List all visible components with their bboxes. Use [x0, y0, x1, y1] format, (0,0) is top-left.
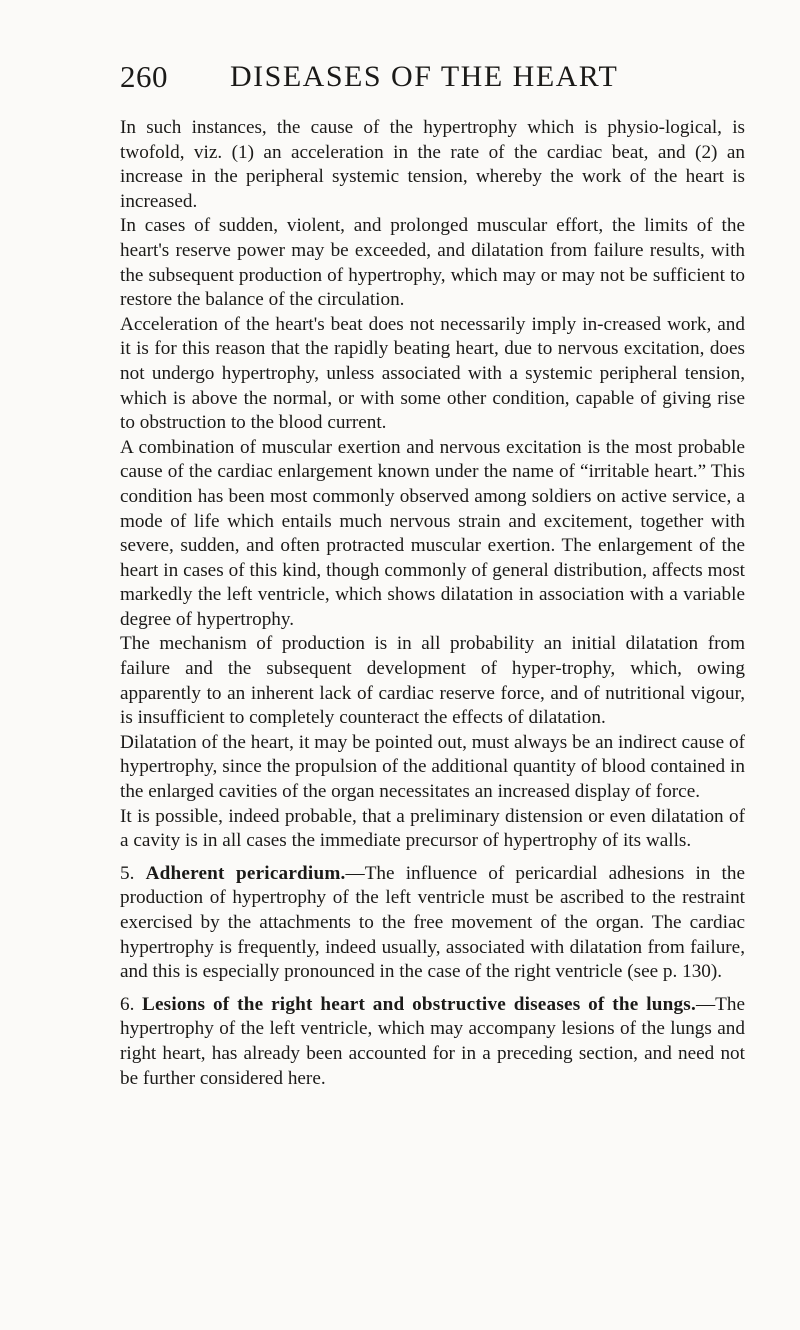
page-number: 260: [120, 59, 168, 94]
running-head: [120, 56, 740, 98]
section-lesions-right-heart: [120, 993, 745, 1091]
section-number: 6.: [120, 993, 135, 1015]
section-number: 5.: [120, 862, 135, 884]
section-adherent-pericardium: [120, 862, 745, 985]
paragraph-mechanism: The mechanism of production is in all probability an initial dilatation from failure and the subsequent development of hyper-trophy, which, owing apparently to an inherent lack of cardiac reserve force, and of nutritional vigour, is insufficient to completely counteract the effects of dilatation.: [120, 633, 745, 729]
paragraph-preliminary-distension: It is possible, indeed probable, that a preliminary distension or even dilatation of a cavity is in all cases the immediate precursor of hypertrophy of its walls.: [120, 805, 745, 852]
paragraph-hypertrophy-cause: In such instances, the cause of the hypertrophy which is physio-logical, is twofold, viz. (1) an acceleration in the rate of the cardiac beat, and (2) an increase in the peripheral systemic tension, whereby the work of the heart is increased.: [120, 117, 745, 212]
running-title: DISEASES OF THE HEART: [230, 60, 619, 93]
section-text: —The influence of pericardial adhesions in the production of hypertrophy of the left ventricle must be ascribed to the restraint exercised by the attachments to the free movement of the organ. The cardiac hypertrophy is frequently, indeed usually, associated with dilatation from failure, and this is especially pronounced in the case of the right ventricle (see p. 130).: [120, 862, 745, 983]
paragraph-acceleration: Acceleration of the heart's beat does not necessarily imply in-creased work, and it is for this reason that the rapidly beating heart, due to nervous excitation, does not undergo hypertrophy, unless associated with a systemic peripheral tension, which is above the normal, or with some other condition, capable of giving rise to obstruction to the blood current.: [120, 313, 745, 434]
section-text: —The hypertrophy of the left ventricle, which may accompany lesions of the lungs and right heart, has already been accounted for in a preceding section, and need not be further considered here.: [120, 993, 746, 1089]
paragraph-irritable-heart: A combination of muscular exertion and nervous excitation is the most probable cause of the cardiac enlargement known under the name of “irritable heart.” This condition has been most commonly observed among soldiers on active service, a mode of life which entails much nervous strain and excitement, together with severe, sudden, and often protracted muscular exertion. The enlargement of the heart in cases of this kind, though commonly of general distribution, affects most markedly the left ventricle, which shows dilatation in association with a variable degree of hypertrophy.: [120, 436, 745, 630]
body-text: [120, 116, 745, 1091]
paragraph-dilatation: Dilatation of the heart, it may be pointed out, must always be an indirect cause of hypertrophy, since the propulsion of the additional quantity of blood contained in the enlarged cavities of the organ necessitates an increased display of force.: [120, 731, 745, 803]
section-heading: Lesions of the right heart and obstructive diseases of the lungs.: [141, 993, 696, 1015]
section-heading: Adherent pericardium.: [145, 862, 346, 884]
paragraph-muscular-effort: In cases of sudden, violent, and prolonged muscular effort, the limits of the heart's reserve power may be exceeded, and dilatation from failure results, with the subsequent production of hypertrophy, which may or may not be sufficient to restore the balance of the circulation.: [120, 215, 745, 311]
